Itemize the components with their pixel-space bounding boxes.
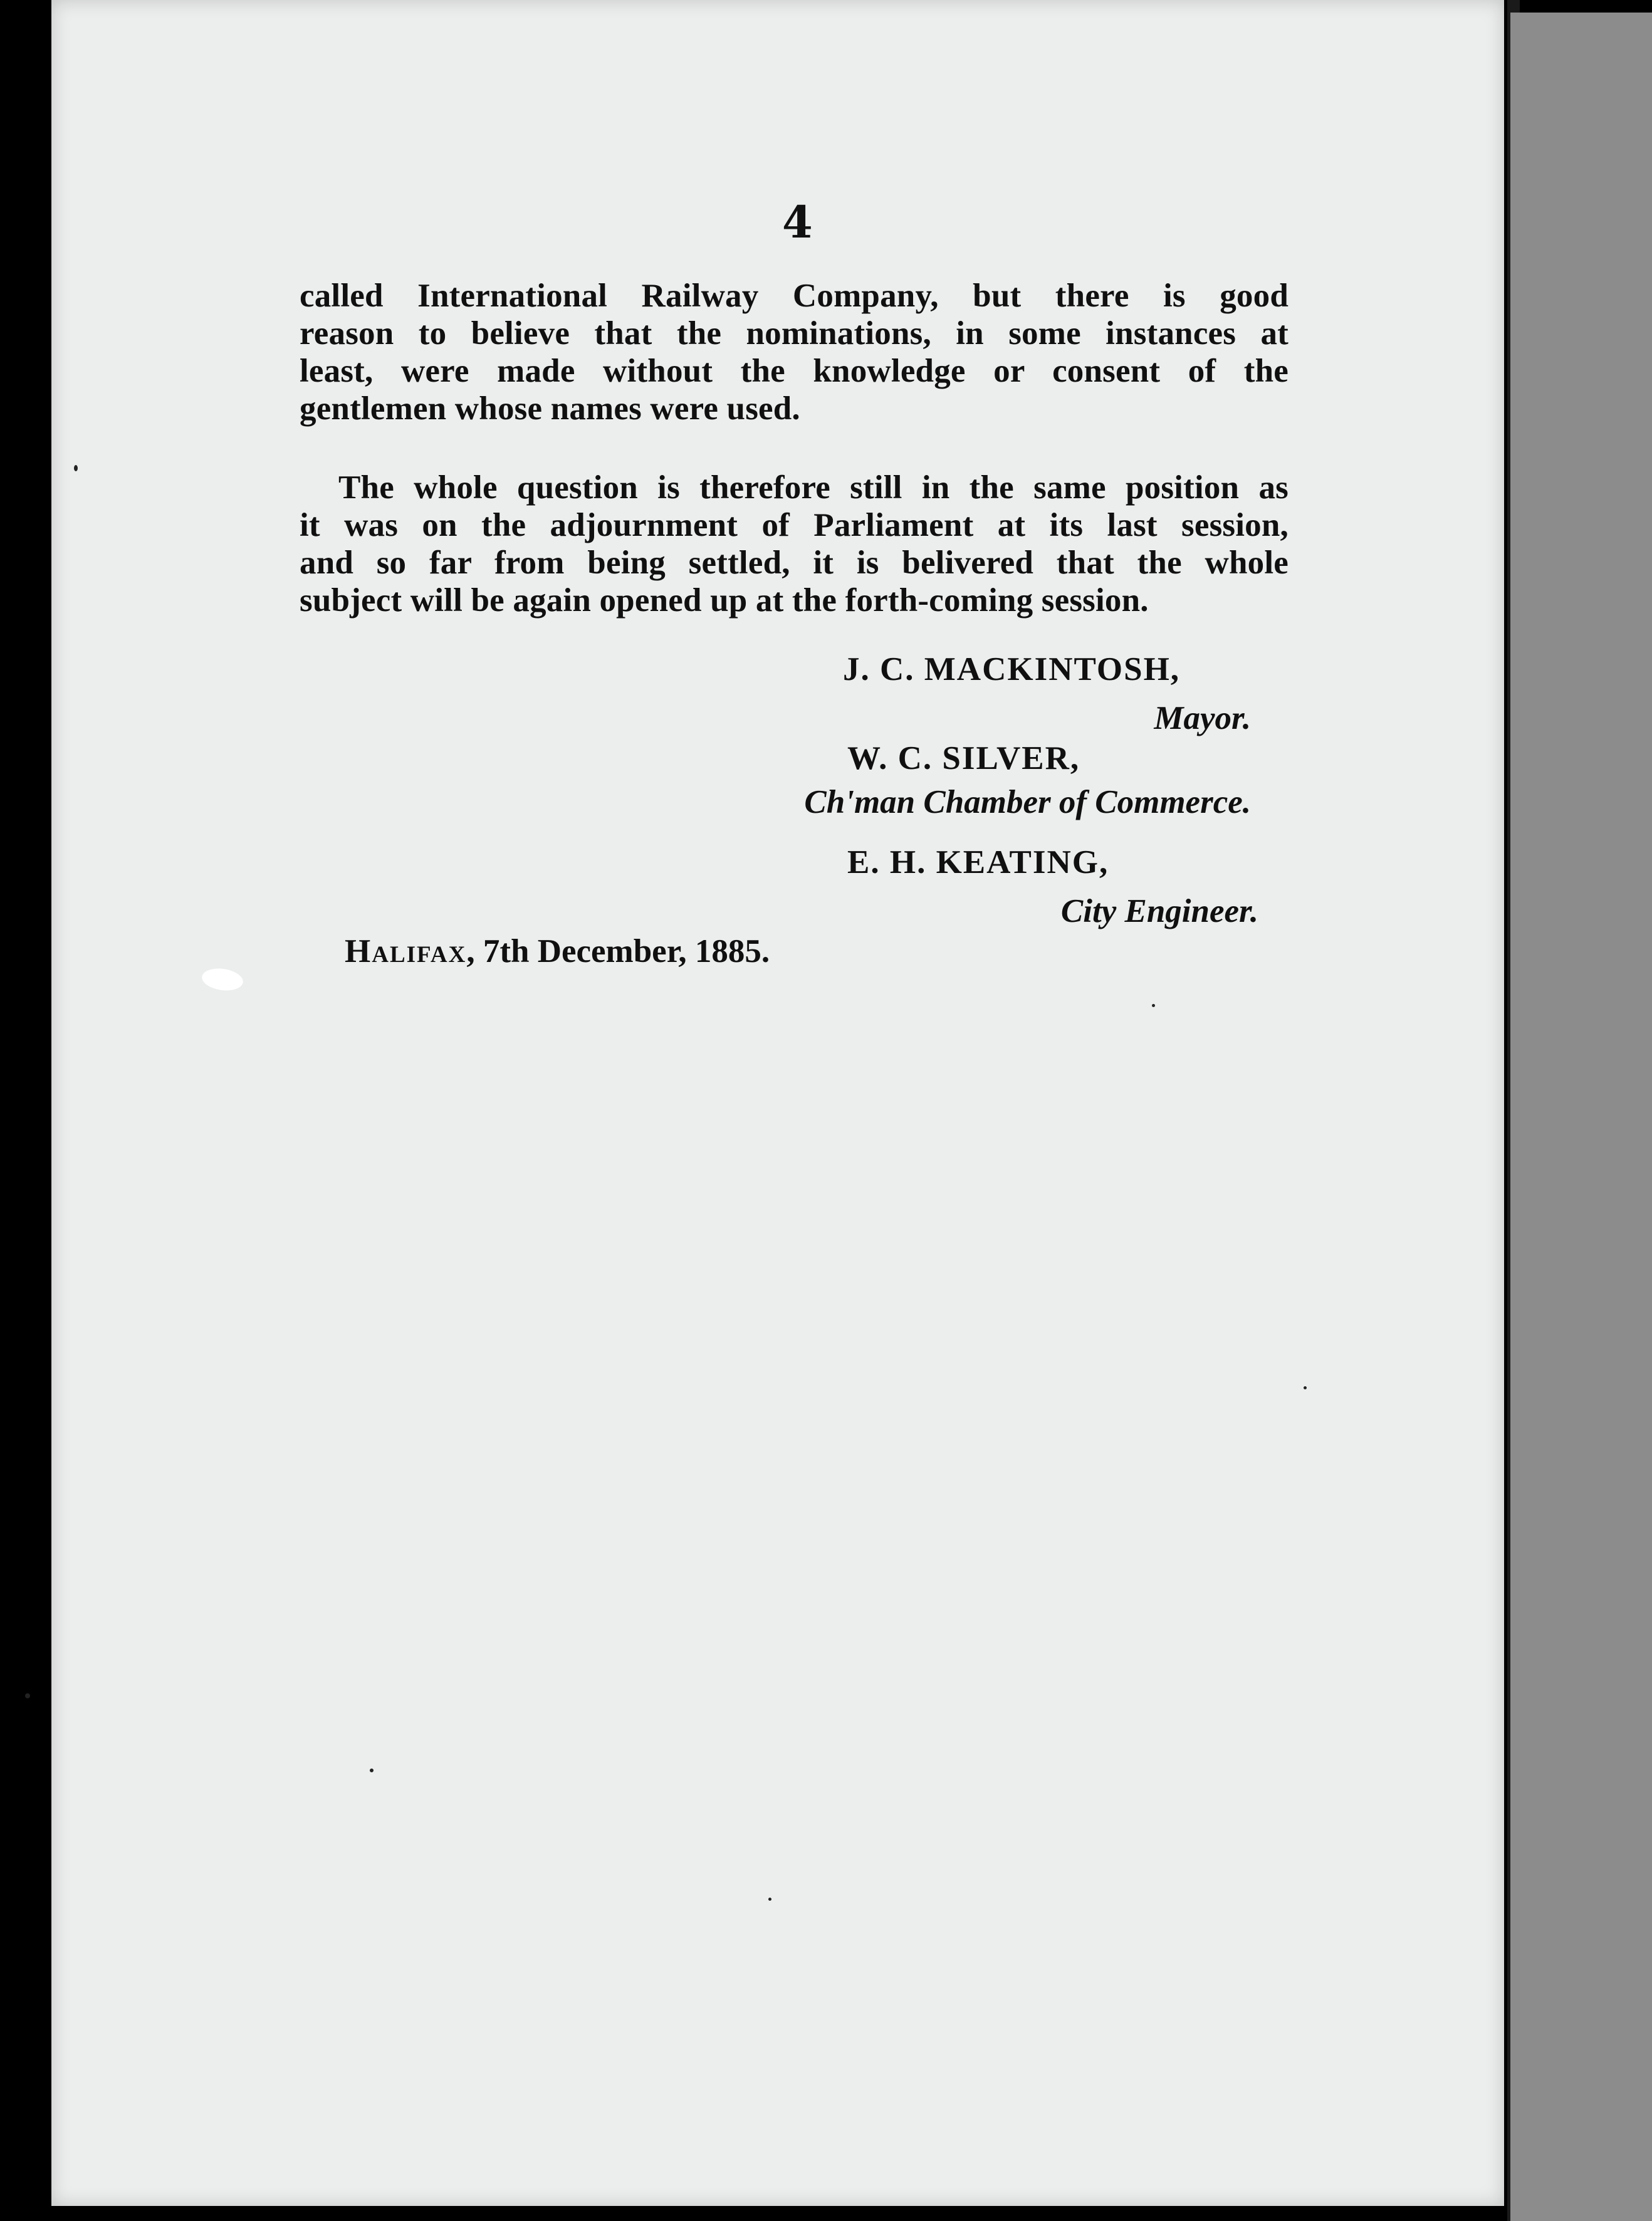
paper-speck — [74, 465, 78, 471]
signatory-name: J. C. MACKINTOSH, — [843, 651, 1181, 687]
signatory-title: Ch'man Chamber of Commerce. — [804, 784, 1251, 820]
paragraph-line: called International Railway Company, but there is good — [300, 278, 1289, 314]
dateline-date: , 7th December, 1885. — [466, 933, 770, 969]
paper-speck — [1152, 1004, 1155, 1007]
paragraph-2 — [300, 469, 1289, 619]
page-number: 4 — [782, 196, 813, 248]
paper-speck — [768, 1898, 771, 1901]
signatory-title: Mayor. — [1154, 700, 1251, 736]
paper-speck — [370, 1769, 374, 1772]
paragraph-line: reason to believe that the nominations, in some instances at — [300, 315, 1289, 352]
signatory-name: E. H. KEATING, — [847, 844, 1109, 881]
dateline — [345, 933, 770, 970]
paragraph-line: it was on the adjournment of Parliament at its last session, — [300, 507, 1289, 543]
signatory-title: City Engineer. — [1060, 893, 1258, 929]
paragraph-line: gentlemen whose names were used. — [300, 390, 800, 427]
paragraph-line: and so far from being settled, it is belivered that the whole — [300, 545, 1289, 581]
dateline-place: Halifax — [345, 933, 467, 969]
paper-speck — [25, 1693, 30, 1698]
paragraph-1 — [300, 277, 1289, 427]
signatory-name: W. C. SILVER, — [847, 740, 1080, 776]
paper-speck — [1304, 1386, 1307, 1389]
paragraph-line: least, were made without the knowledge or consent of the — [300, 353, 1289, 389]
adjacent-page-strip — [1510, 13, 1652, 2221]
paragraph-line: The whole question is therefore still in the same position as — [338, 469, 1289, 506]
paragraph-line: subject will be again opened up at the forth-coming session. — [300, 582, 1149, 619]
